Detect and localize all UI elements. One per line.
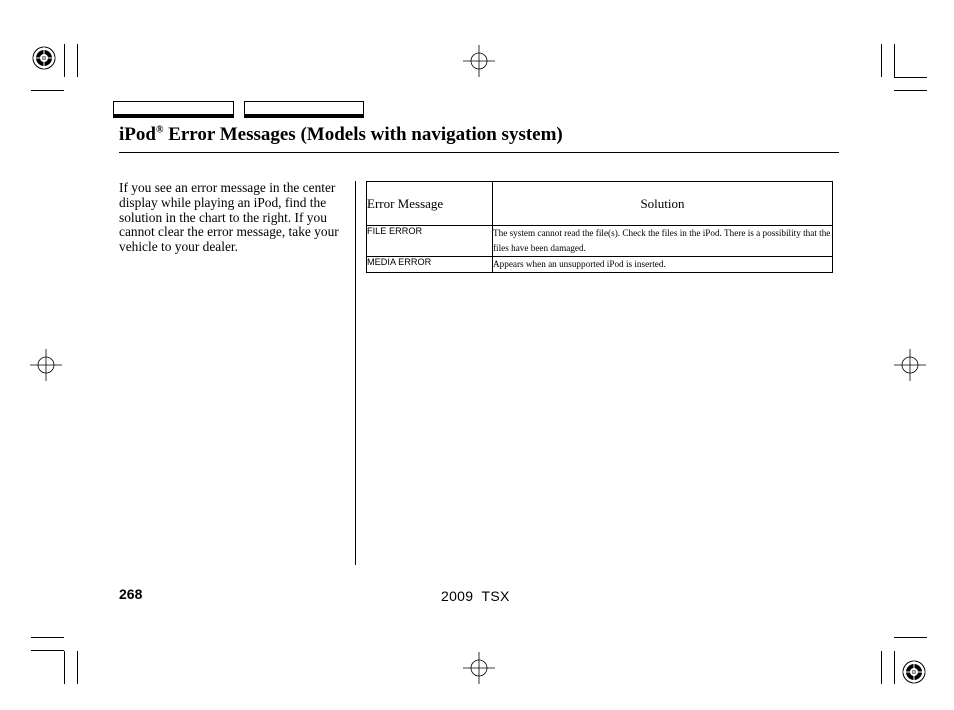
header-tab-box-1 bbox=[113, 101, 234, 118]
solution-cell: The system cannot read the file(s). Check the files in the iPod. There is a possibility that the files have been damaged. bbox=[493, 226, 833, 257]
error-message-table bbox=[366, 181, 833, 273]
title-rest: Error Messages (Models with navigation system) bbox=[163, 124, 563, 145]
intro-paragraph: If you see an error message in the center display while playing an iPod, find the solution in the chart to the right. If you cannot clear the error message, take your vehicle to your dealer. bbox=[119, 180, 339, 255]
header-tab-box-2 bbox=[244, 101, 364, 118]
model-label: 2009 TSX bbox=[441, 588, 510, 604]
table-row bbox=[367, 257, 833, 273]
title-underline bbox=[119, 152, 839, 153]
error-message-cell: FILE ERROR bbox=[367, 226, 493, 257]
table-header-row bbox=[367, 182, 833, 226]
table-row bbox=[367, 226, 833, 257]
error-message-cell: MEDIA ERROR bbox=[367, 257, 493, 273]
page-number: 268 bbox=[119, 586, 143, 602]
column-divider bbox=[355, 181, 356, 565]
solution-cell: Appears when an unsupported iPod is inserted. bbox=[493, 257, 833, 273]
title-main: iPod bbox=[119, 124, 156, 145]
header-error-message: Error Message bbox=[367, 182, 493, 226]
registered-mark: ® bbox=[155, 124, 164, 136]
header-solution: Solution bbox=[493, 182, 833, 226]
page-title bbox=[119, 124, 563, 146]
